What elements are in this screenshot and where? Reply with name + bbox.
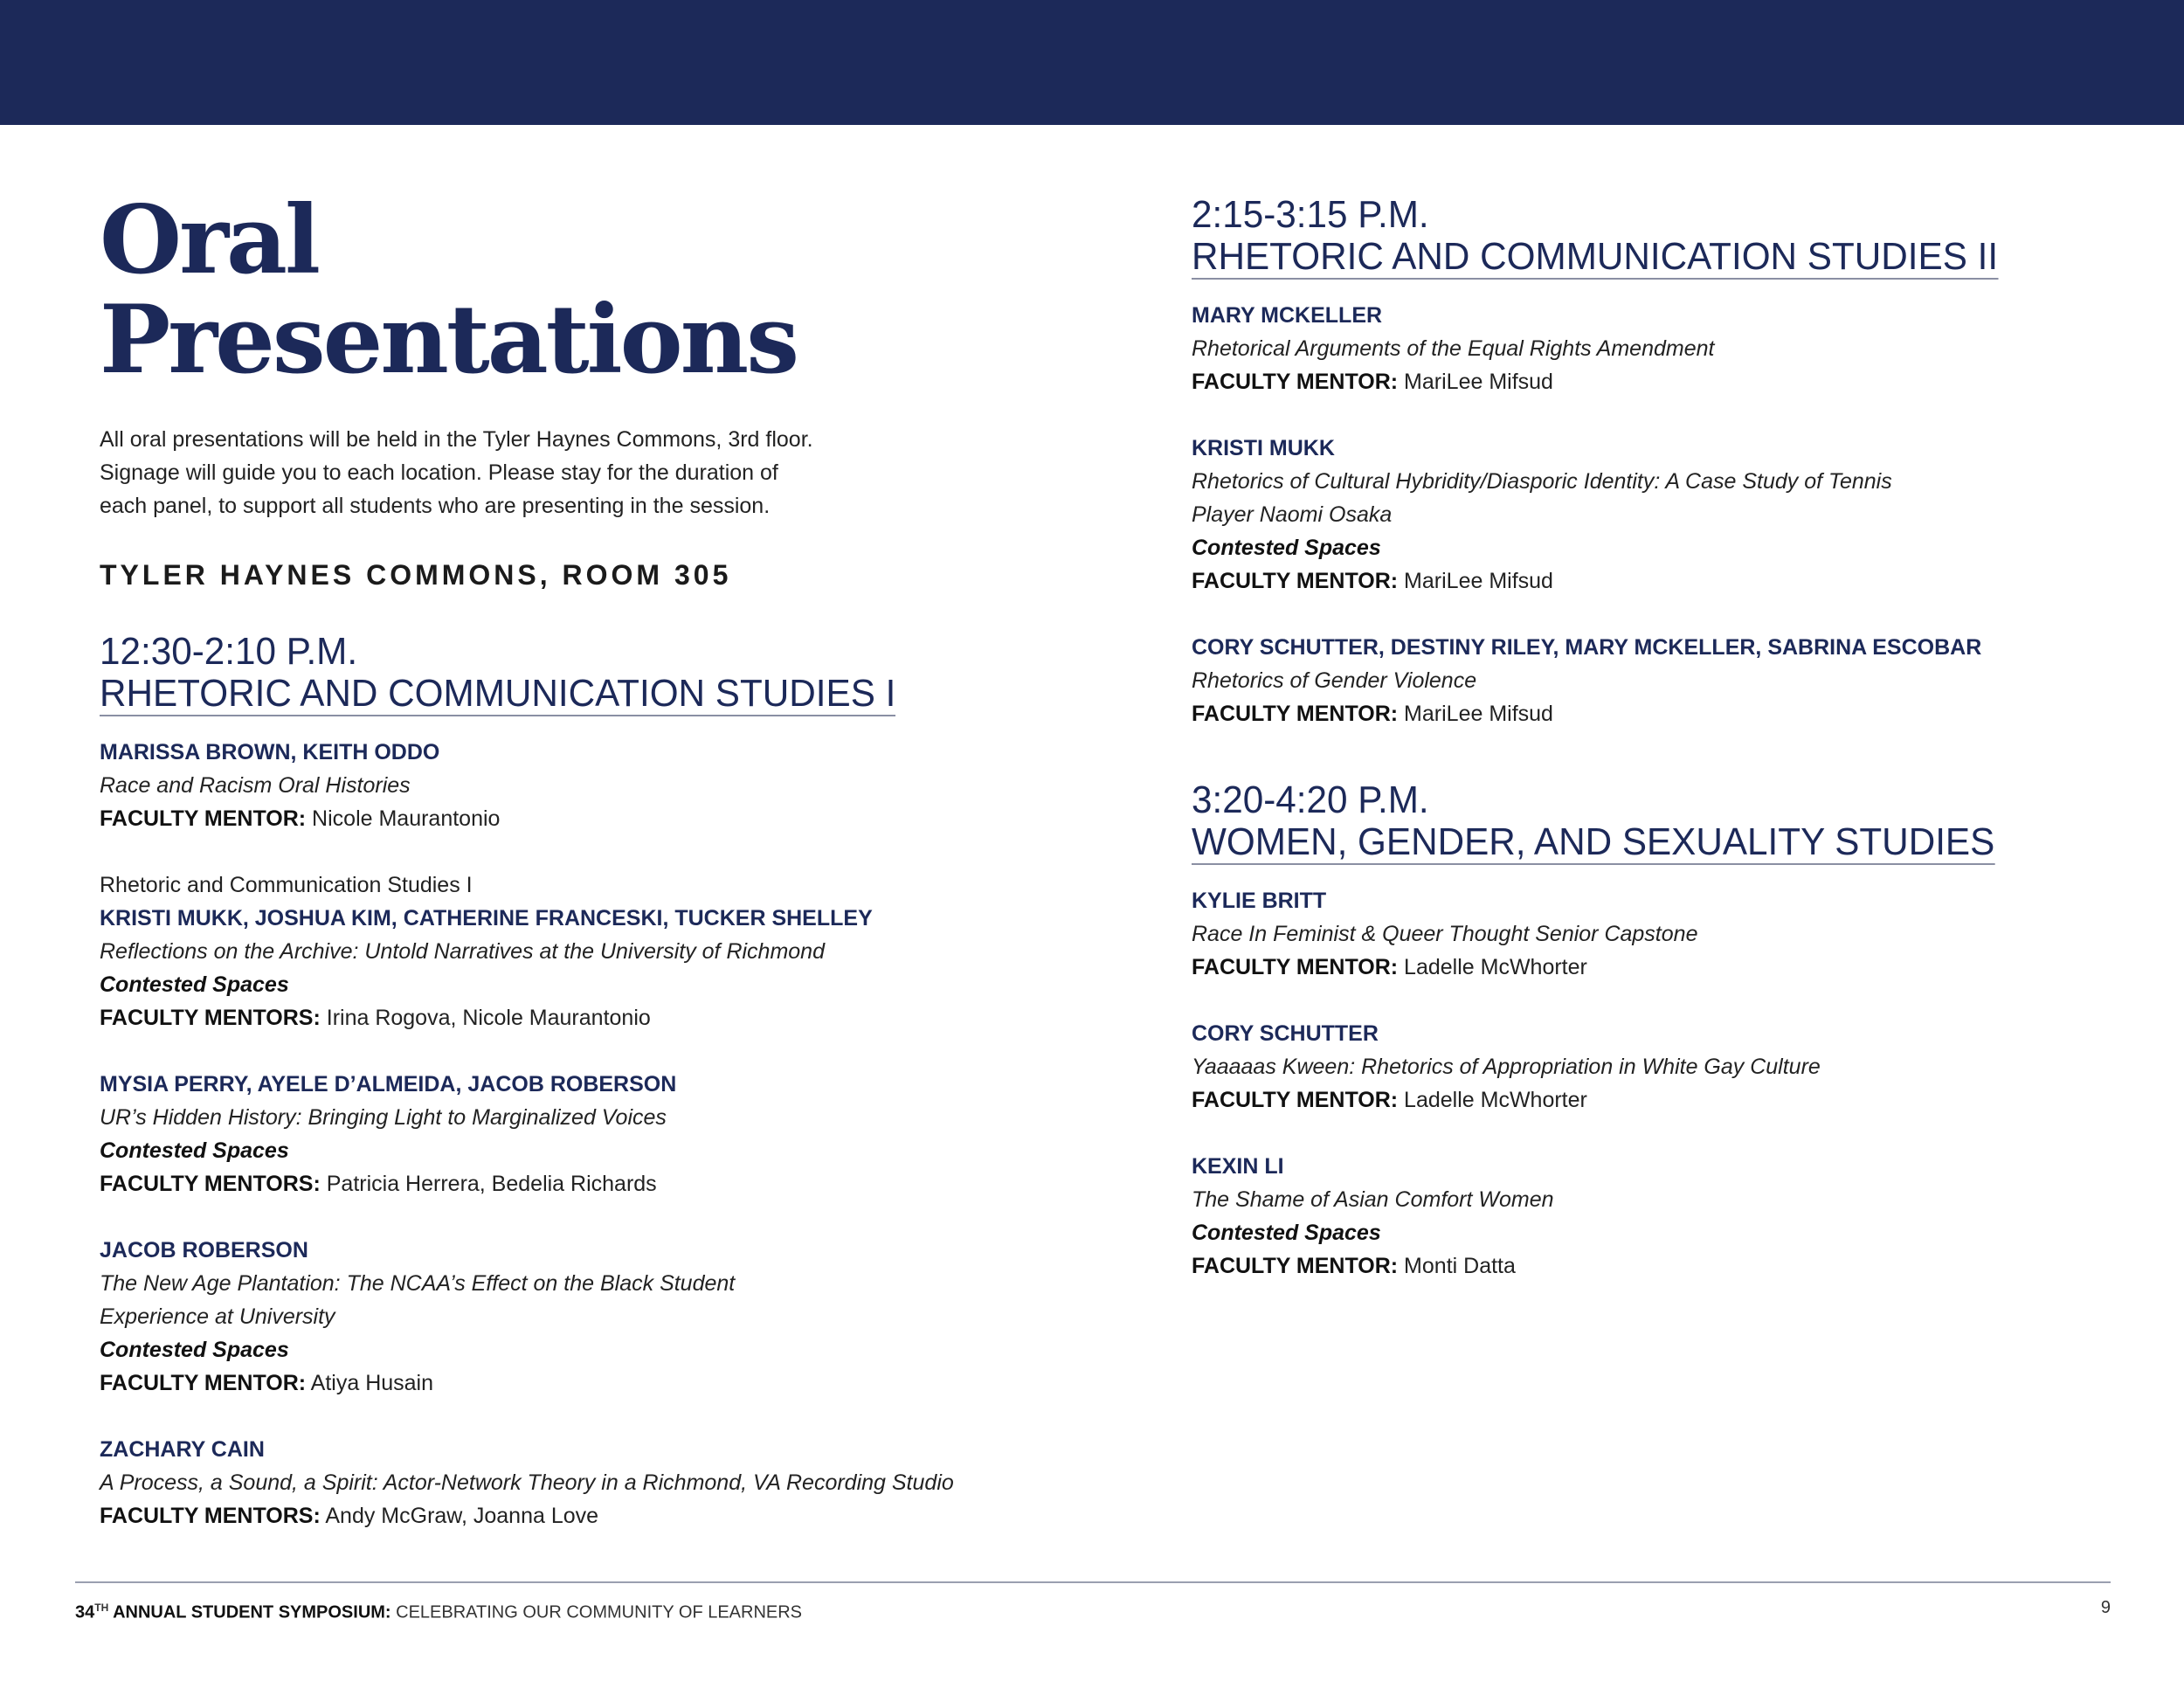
faculty-mentor xyxy=(100,1366,1104,1400)
faculty-mentor xyxy=(100,1167,1104,1200)
title-line: Rhetorics of Gender Violence xyxy=(1192,668,1477,693)
footer-ordinal: TH xyxy=(94,1602,109,1614)
presentation-title xyxy=(100,1101,1104,1134)
session-name: RHETORIC AND COMMUNICATION STUDIES II xyxy=(1192,235,1999,278)
presentation-entry xyxy=(1192,1017,2118,1117)
presentation-title xyxy=(100,935,1104,968)
mentor-label: FACULTY MENTOR: xyxy=(100,806,307,831)
page-title xyxy=(100,185,1104,395)
presentation-title xyxy=(100,1466,1104,1499)
presentation-entry xyxy=(100,1068,1104,1200)
presentation-title xyxy=(1192,465,2118,531)
presenter-names: MARISSA BROWN, KEITH ODDO xyxy=(100,740,440,764)
title-line: Experience at University xyxy=(100,1304,335,1329)
session-heading-1 xyxy=(100,631,895,716)
footer-symposium: ANNUAL STUDENT SYMPOSIUM: xyxy=(108,1602,391,1622)
presentation-title xyxy=(1192,332,2118,365)
title-line: Race and Racism Oral Histories xyxy=(100,773,411,798)
mentor-names: Andy McGraw, Joanna Love xyxy=(320,1504,599,1528)
contested-spaces-tag: Contested Spaces xyxy=(1192,1221,1381,1245)
faculty-mentor xyxy=(1192,365,2118,398)
header-band xyxy=(0,0,2184,125)
presentation-entry xyxy=(1192,1150,2118,1283)
faculty-mentor xyxy=(100,1001,1104,1034)
faculty-mentor xyxy=(1192,564,2118,598)
presenter-names: ZACHARY CAIN xyxy=(100,1437,265,1462)
page-title-line-1: Oral xyxy=(100,185,318,295)
presenter-names: KEXIN LI xyxy=(1192,1154,1284,1179)
presenter-names: CORY SCHUTTER, DESTINY RILEY, MARY MCKELLER, SABRINA ESCOBAR xyxy=(1192,635,1982,660)
presentation-title xyxy=(1192,917,2118,951)
presenter-names: KYLIE BRITT xyxy=(1192,889,1327,913)
session-time: 12:30-2:10 P.M. xyxy=(100,630,358,673)
session-note: Rhetoric and Communication Studies I xyxy=(100,873,473,897)
title-line: Reflections on the Archive: Untold Narratives at the University of Richmond xyxy=(100,939,825,964)
presenter-names: JACOB ROBERSON xyxy=(100,1238,308,1263)
session-entries-2 xyxy=(1192,299,2118,730)
presentation-entry xyxy=(1192,432,2118,598)
intro-line: All oral presentations will be held in the Tyler Haynes Commons, 3rd floor. xyxy=(100,427,813,452)
mentor-label: FACULTY MENTOR: xyxy=(1192,370,1399,394)
presentation-title xyxy=(1192,1183,2118,1216)
faculty-mentor xyxy=(100,802,1104,835)
mentor-names: Atiya Husain xyxy=(306,1371,434,1395)
page-number: 9 xyxy=(2100,1598,2111,1617)
intro-line: each panel, to support all students who are presenting in the session. xyxy=(100,494,771,518)
contested-spaces-tag: Contested Spaces xyxy=(100,1338,289,1362)
presentation-entry xyxy=(1192,631,2118,730)
faculty-mentor xyxy=(1192,1083,2118,1117)
presentation-entry xyxy=(100,1433,1104,1532)
presenter-names: CORY SCHUTTER xyxy=(1192,1021,1379,1046)
mentor-names: MariLee Mifsud xyxy=(1398,370,1553,394)
footer-tagline: CELEBRATING OUR COMMUNITY OF LEARNERS xyxy=(390,1602,803,1622)
session-name: RHETORIC AND COMMUNICATION STUDIES I xyxy=(100,672,896,715)
title-line: Rhetorics of Cultural Hybridity/Diasporic Identity: A Case Study of Tennis xyxy=(1192,469,1892,494)
footer-number: 34 xyxy=(75,1602,95,1622)
presentation-title xyxy=(1192,664,2118,697)
session-time: 2:15-3:15 P.M. xyxy=(1192,193,1429,236)
title-line: A Process, a Sound, a Spirit: Actor-Network Theory in a Richmond, VA Recording Studio xyxy=(100,1470,954,1495)
session-name: WOMEN, GENDER, AND SEXUALITY STUDIES xyxy=(1192,820,1995,863)
mentor-names: Patricia Herrera, Bedelia Richards xyxy=(320,1172,657,1196)
title-line: Player Naomi Osaka xyxy=(1192,502,1393,527)
mentor-names: Monti Datta xyxy=(1398,1254,1516,1278)
mentor-names: Ladelle McWhorter xyxy=(1398,955,1587,979)
session-heading-2 xyxy=(1192,194,1998,280)
mentor-names: MariLee Mifsud xyxy=(1398,569,1553,593)
intro-paragraph xyxy=(100,423,1104,522)
mentor-names: Irina Rogova, Nicole Maurantonio xyxy=(320,1006,651,1030)
session-time: 3:20-4:20 P.M. xyxy=(1192,778,1429,821)
presentation-entry xyxy=(100,1234,1104,1400)
contested-spaces-tag: Contested Spaces xyxy=(1192,536,1381,560)
contested-spaces-tag: Contested Spaces xyxy=(100,972,289,997)
presenter-names: MYSIA PERRY, AYELE D’ALMEIDA, JACOB ROBERSON xyxy=(100,1072,677,1097)
presenter-names: KRISTI MUKK, JOSHUA KIM, CATHERINE FRANCESKI, TUCKER SHELLEY xyxy=(100,906,873,930)
mentor-names: Nicole Maurantonio xyxy=(306,806,501,831)
presentation-entry xyxy=(1192,884,2118,984)
mentor-label: FACULTY MENTORS: xyxy=(100,1172,321,1196)
presenter-names: MARY MCKELLER xyxy=(1192,303,1383,328)
faculty-mentor xyxy=(100,1499,1104,1532)
presentation-title xyxy=(1192,1050,2118,1083)
mentor-names: Ladelle McWhorter xyxy=(1398,1088,1587,1112)
title-line: The New Age Plantation: The NCAA’s Effect on the Black Student xyxy=(100,1271,736,1296)
title-line: Rhetorical Arguments of the Equal Rights Amendment xyxy=(1192,336,1715,361)
mentor-label: FACULTY MENTOR: xyxy=(100,1371,307,1395)
mentor-label: FACULTY MENTOR: xyxy=(1192,569,1399,593)
faculty-mentor xyxy=(1192,951,2118,984)
mentor-label: FACULTY MENTORS: xyxy=(100,1504,321,1528)
footer-divider xyxy=(75,1581,2111,1583)
faculty-mentor xyxy=(1192,697,2118,730)
title-line: Race In Feminist & Queer Thought Senior Capstone xyxy=(1192,922,1698,946)
presentation-entry xyxy=(100,736,1104,835)
faculty-mentor xyxy=(1192,1249,2118,1283)
mentor-names: MariLee Mifsud xyxy=(1398,702,1553,726)
mentor-label: FACULTY MENTOR: xyxy=(1192,1254,1399,1278)
intro-line: Signage will guide you to each location. Please stay for the duration of xyxy=(100,460,778,485)
presentation-title xyxy=(100,1267,1104,1333)
footer-text xyxy=(75,1595,802,1625)
title-line: The Shame of Asian Comfort Women xyxy=(1192,1187,1554,1212)
presenter-names: KRISTI MUKK xyxy=(1192,436,1335,460)
mentor-label: FACULTY MENTOR: xyxy=(1192,955,1399,979)
title-line: Yaaaaas Kween: Rhetorics of Appropriation in White Gay Culture xyxy=(1192,1055,1821,1079)
room-heading: TYLER HAYNES COMMONS, ROOM 305 xyxy=(100,559,732,591)
mentor-label: FACULTY MENTOR: xyxy=(1192,1088,1399,1112)
session-entries-1 xyxy=(100,736,1104,1532)
session-entries-3 xyxy=(1192,884,2118,1283)
presentation-entry xyxy=(1192,299,2118,398)
right-column xyxy=(1192,194,2118,1283)
left-column xyxy=(100,185,1104,1532)
title-line: UR’s Hidden History: Bringing Light to Marginalized Voices xyxy=(100,1105,667,1130)
contested-spaces-tag: Contested Spaces xyxy=(100,1138,289,1163)
mentor-label: FACULTY MENTOR: xyxy=(1192,702,1399,726)
presentation-entry xyxy=(100,868,1104,1034)
session-heading-3 xyxy=(1192,779,1994,865)
mentor-label: FACULTY MENTORS: xyxy=(100,1006,321,1030)
presentation-title xyxy=(100,769,1104,802)
page-title-line-2: Presentations xyxy=(100,285,797,395)
